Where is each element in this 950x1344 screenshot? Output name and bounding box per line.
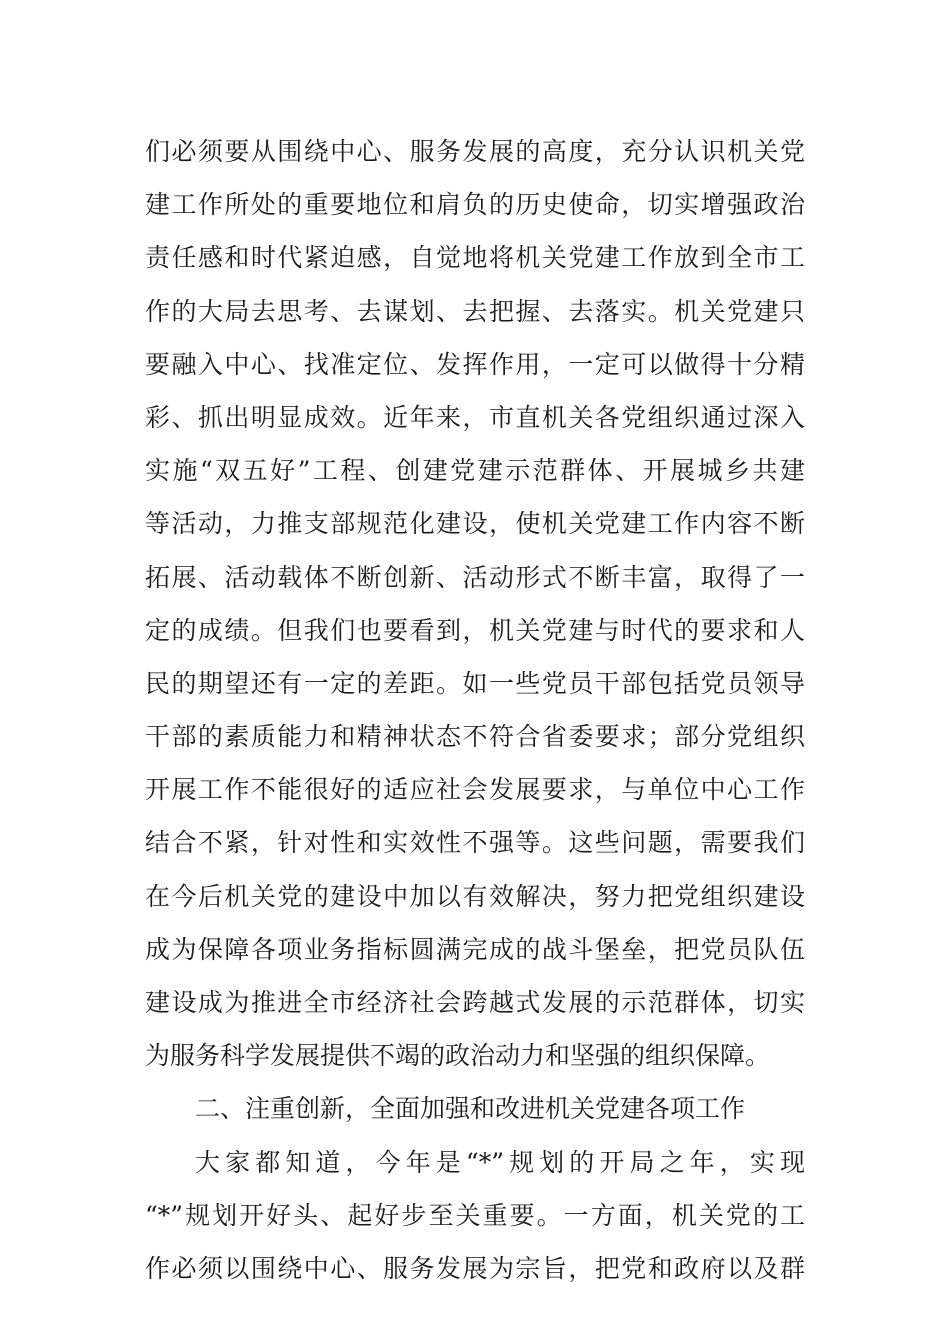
text-line: 结合不紧，针对性和实效性不强等。这些问题，需要我们 bbox=[145, 828, 805, 858]
text-line: 实施“双五好”工程、创建党建示范群体、开展城乡共建 bbox=[145, 456, 805, 486]
text-line: 责任感和时代紧迫感，自觉地将机关党建工作放到全市工 bbox=[145, 243, 805, 273]
text-line: 们必须要从围绕中心、服务发展的高度，充分认识机关党 bbox=[145, 137, 805, 166]
text-line: 民的期望还有一定的差距。如一些党员干部包括党员领导 bbox=[145, 668, 805, 698]
text-line: 建设成为推进全市经济社会跨越式发展的示范群体，切实 bbox=[145, 988, 805, 1017]
document-body bbox=[145, 125, 805, 1295]
text-line: 作的大局去思考、去谋划、去把握、去落实。机关党建只 bbox=[145, 296, 805, 326]
text-line: 作必须以围绕中心、服务发展为宗旨，把党和政府以及群 bbox=[145, 1253, 805, 1283]
section-heading: 二、注重创新，全面加强和改进机关党建各项工作 bbox=[195, 1094, 746, 1124]
text-line: 干部的素质能力和精神状态不符合省委要求；部分党组织 bbox=[145, 722, 805, 752]
text-line: 定的成绩。但我们也要看到，机关党建与时代的要求和人 bbox=[145, 615, 805, 645]
text-line: 成为保障各项业务指标圆满完成的战斗堡垒，把党员队伍 bbox=[145, 934, 805, 964]
text-line: 在今后机关党的建设中加以有效解决，努力把党组织建设 bbox=[145, 881, 805, 911]
text-line: 为服务科学发展提供不竭的政治动力和坚强的组织保障。 bbox=[145, 1041, 771, 1071]
text-line: 要融入中心、找准定位、发挥作用，一定可以做得十分精 bbox=[145, 349, 805, 379]
text-line: 建工作所处的重要地位和肩负的历史使命，切实增强政治 bbox=[145, 190, 805, 220]
text-line: 等活动，力推支部规范化建设，使机关党建工作内容不断 bbox=[145, 509, 805, 539]
text-line: 彩、抓出明显成效。近年来，市直机关各党组织通过深入 bbox=[145, 402, 805, 432]
text-line: 拓展、活动载体不断创新、活动形式不断丰富，取得了一 bbox=[145, 562, 805, 592]
text-line: 开展工作不能很好的适应社会发展要求，与单位中心工作 bbox=[145, 775, 805, 805]
text-line: 大家都知道，今年是“*”规划的开局之年，实现 bbox=[195, 1147, 805, 1177]
text-line: “*”规划开好头、起好步至关重要。一方面，机关党的工 bbox=[145, 1200, 805, 1230]
